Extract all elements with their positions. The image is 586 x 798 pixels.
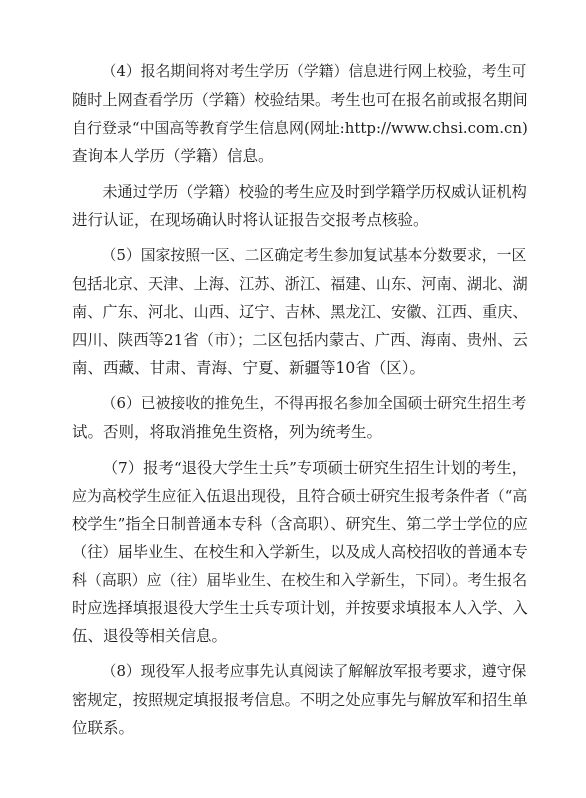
text-line: 密规定，按照规定填报报考信息。不明之处应事先与解放军和招生单 (72, 691, 528, 709)
paragraph-5-region-scores (72, 242, 530, 382)
text-line: （8）现役军人报考应事先认真阅读了解解放军报考要求，遵守保 (101, 663, 527, 680)
paragraph-7-veteran-students (72, 454, 530, 650)
text-line: 时应选择填报退役大学生士兵专项计划，并按要求填报本人入学、入 (72, 599, 528, 617)
text-line: （7）报考“退役大学生士兵”专项硕士研究生招生计划的考生， (102, 459, 528, 477)
text-line: 位联系。 (72, 719, 135, 737)
text-line: 试。否则，将取消推免生资格，列为统考生。 (72, 423, 383, 441)
text-line: 伍、退役等相关信息。 (72, 627, 228, 645)
text-line: 查询本人学历（学籍）信息。 (72, 147, 274, 165)
text-line: （往）届毕业生、在校生和入学新生，以及成人高校招收的普通本专 (72, 543, 528, 561)
text-line: 随时上网查看学历（学籍）校验结果。考生也可在报名前或报名期间 (72, 91, 528, 109)
text-line: 未通过学历（学籍）校验的考生应及时到学籍学历权威认证机构 (102, 183, 527, 201)
text-line: （5）国家按照一区、二区确定考生参加复试基本分数要求，一区 (101, 247, 527, 264)
paragraph-6-recommended-students (72, 390, 530, 446)
text-line: （4）报名期间将对考生学历（学籍）信息进行网上校验，考生可 (101, 63, 527, 80)
text-line: 包括北京、天津、上海、江苏、浙江、福建、山东、河南、湖北、湖 (72, 275, 528, 293)
text-line: 校学生”指全日制普通本专科（含高职）、研究生、第二学士学位的应 (72, 515, 528, 533)
paragraph-failed-verification (72, 178, 530, 234)
text-line: 南、广东、河北、山西、辽宁、吉林、黑龙江、安徽、江西、重庆、 (72, 303, 528, 321)
text-line: 自行登录“中国高等教育学生信息网(网址:http://www.chsi.com.cn) (72, 119, 528, 137)
text-line: 科（高职）应（往）届毕业生、在校生和入学新生，下同）。考生报名 (72, 571, 528, 589)
text-line: 四川、陕西等21省（市）；二区包括内蒙古、广西、海南、贵州、云 (72, 331, 528, 349)
paragraph-8-active-military (72, 658, 530, 742)
text-line: （6）已被接收的推免生，不得再报名参加全国硕士研究生招生考 (101, 395, 527, 412)
text-line: 应为高校学生应征入伍退出现役，且符合硕士研究生报考条件者（“高 (72, 487, 528, 505)
text-line: 进行认证，在现场确认时将认证报告交报考点核验。 (72, 211, 429, 229)
text-line: 南、西藏、甘肃、青海、宁夏、新疆等10省（区）。 (72, 359, 425, 377)
document-body (72, 58, 530, 750)
paragraph-4-transcript-verification (72, 58, 530, 170)
